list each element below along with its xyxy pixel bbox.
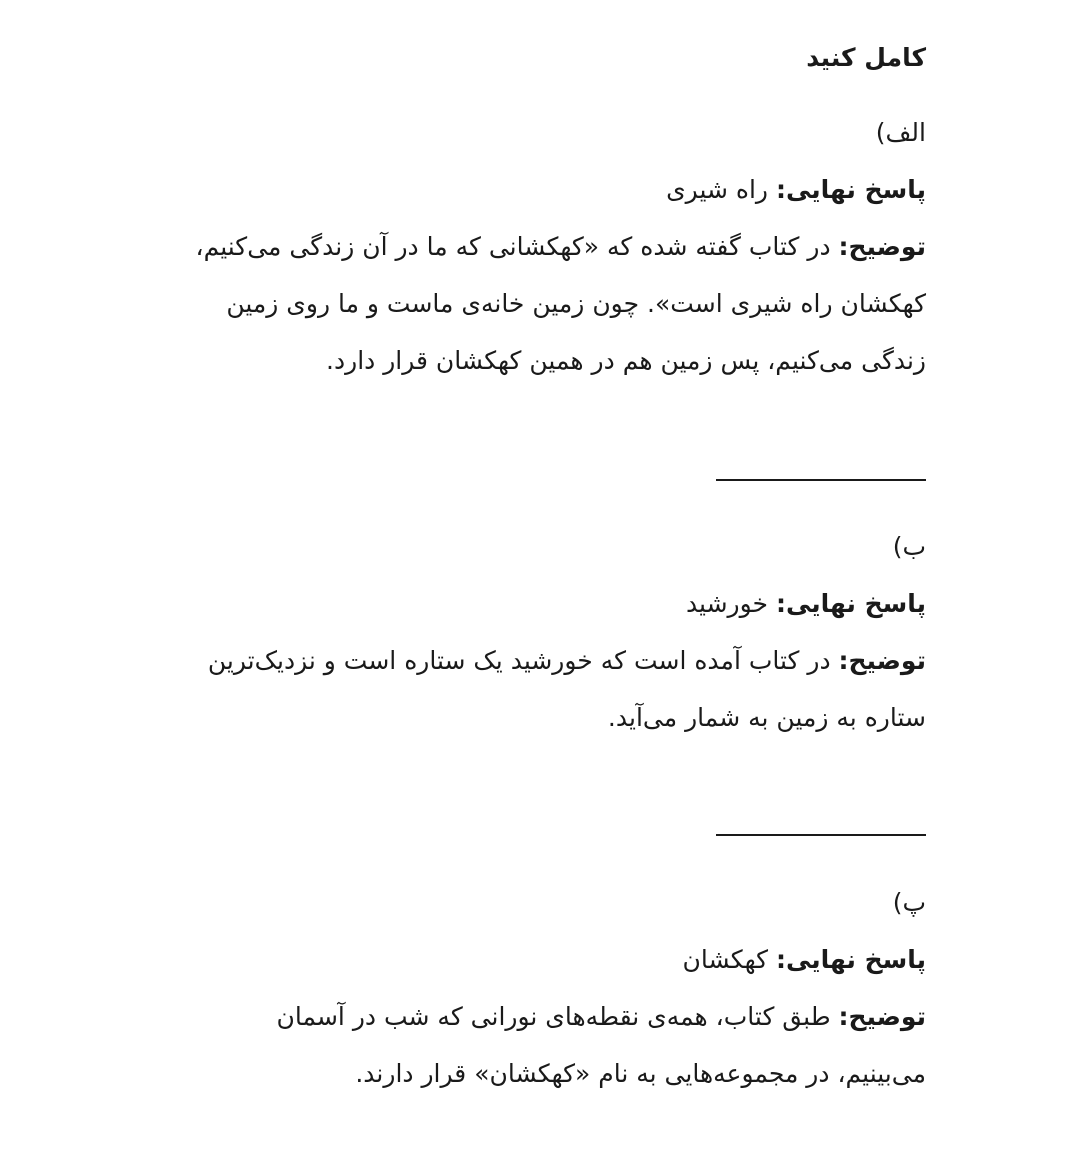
page-title: کامل کنید bbox=[806, 43, 926, 72]
explanation-label: توضیح: bbox=[838, 646, 926, 675]
final-answer-line bbox=[150, 931, 926, 988]
section-marker: الف) bbox=[875, 118, 926, 147]
explanation-label: توضیح: bbox=[838, 232, 926, 261]
final-answer-label: پاسخ نهایی: bbox=[775, 175, 926, 204]
explanation-paragraph bbox=[181, 988, 926, 1102]
section-marker: پ) bbox=[892, 888, 926, 917]
final-answer-label: پاسخ نهایی: bbox=[775, 945, 926, 974]
section-divider bbox=[716, 479, 926, 481]
section-marker: ب) bbox=[892, 532, 926, 561]
section-divider bbox=[716, 834, 926, 836]
explanation-text: در کتاب آمده است که خورشید یک ستاره است و نزدیک‌ترین ستاره به زمین به شمار می‌آید. bbox=[207, 646, 926, 732]
final-answer-value: راه شیری bbox=[666, 175, 768, 204]
final-answer-line bbox=[150, 161, 926, 218]
section-pe bbox=[150, 874, 926, 1102]
explanation-paragraph bbox=[181, 632, 926, 746]
final-answer-value: کهکشان bbox=[682, 945, 768, 974]
section-be bbox=[150, 518, 926, 746]
final-answer-line bbox=[150, 575, 926, 632]
final-answer-value: خورشید bbox=[685, 589, 768, 618]
explanation-label: توضیح: bbox=[838, 1002, 926, 1031]
explanation-text: طبق کتاب، همه‌ی نقطه‌های نورانی که شب در آسمان می‌بینیم، در مجموعه‌هایی به نام «کهکشان» قرار دارند. bbox=[276, 1002, 926, 1088]
explanation-paragraph bbox=[181, 218, 926, 389]
final-answer-label: پاسخ نهایی: bbox=[775, 589, 926, 618]
explanation-text: در کتاب گفته شده که «کهکشانی که ما در آن زندگی می‌کنیم، کهکشان راه شیری است». چون زمین خانه‌ی ماست و ما روی زمین زندگی می‌کنیم، پس زمین هم در همین کهکشان قرار دارد. bbox=[195, 232, 926, 375]
section-alef bbox=[150, 104, 926, 389]
